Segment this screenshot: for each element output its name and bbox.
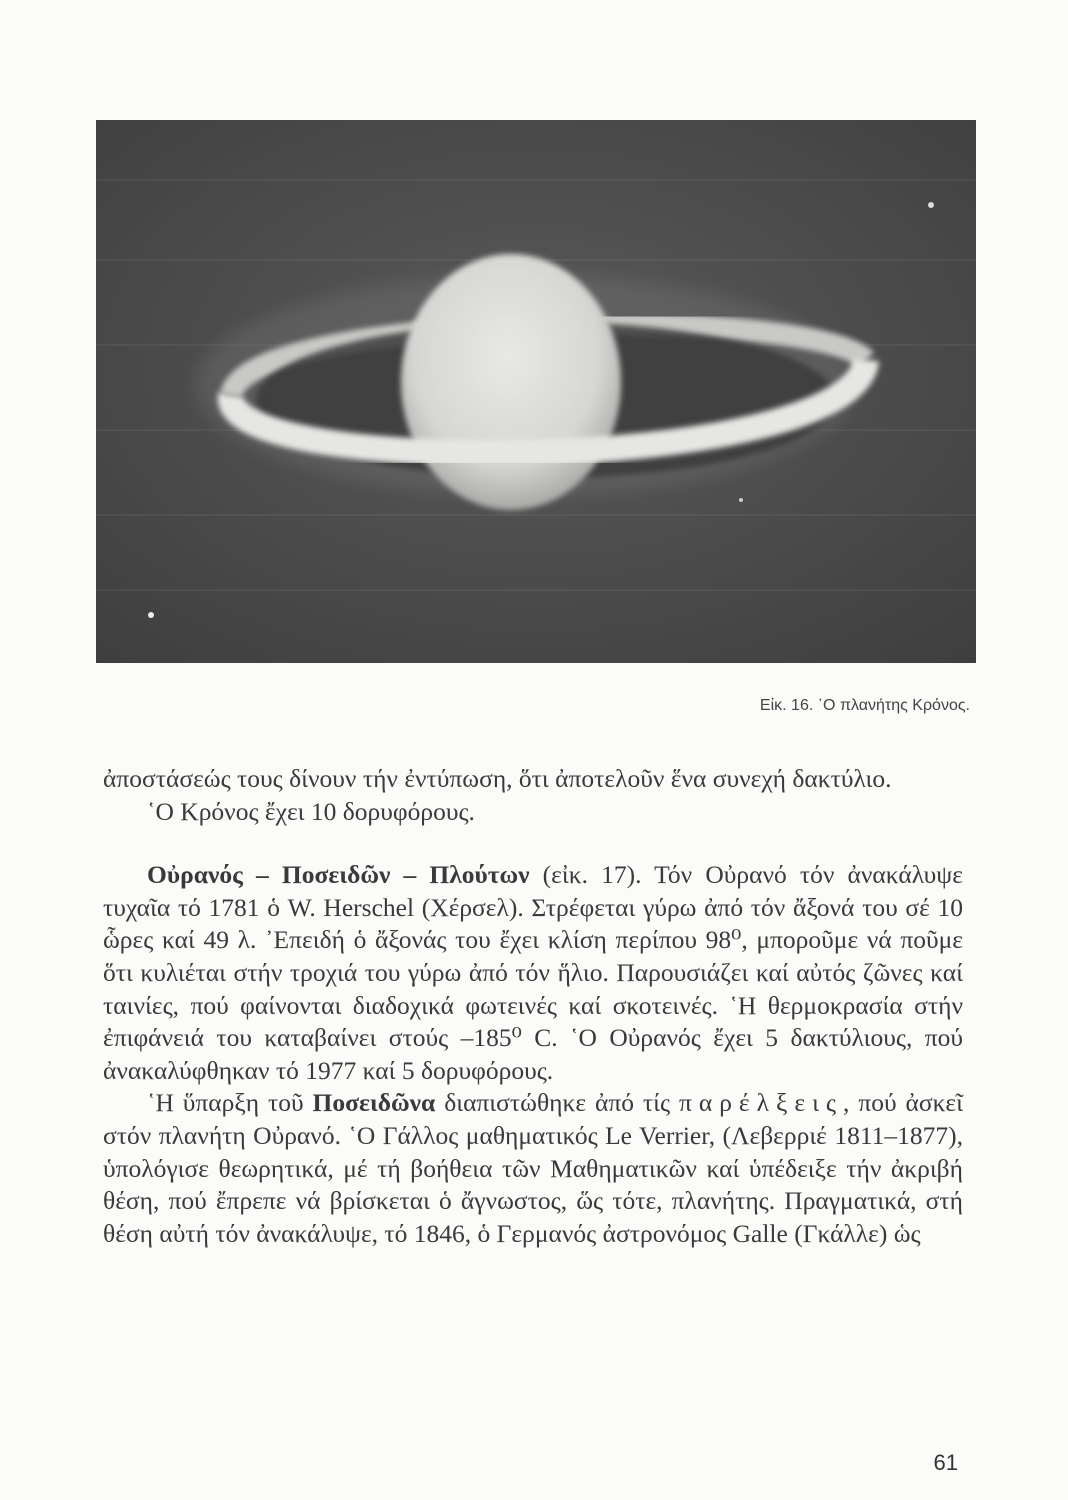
spaced-term: παρέλξεις <box>678 1088 844 1118</box>
figure-caption: Εἰκ. 16. ῾Ο πλανήτης Κρόνος. <box>759 697 970 714</box>
page-number: 61 <box>933 1450 958 1475</box>
saturn-illustration <box>96 120 976 663</box>
saturn-photo <box>96 120 976 663</box>
paragraph-4-post: , πού ἀσκεῖ στόν πλανήτη Οὐρανό. ῾Ο Γάλλος μαθηματικός Le Verrier, (Λεβερριέ 1811–1877), ὑπολόγισε θεωρητικά, μέ τή βοήθεια τῶν Μαθηματικῶν καί ὑπέδειξε τήν ἀκριβή θέση, πού ἔπρεπε νά βρίσκεται ὁ ἄγνωστος, ὥς τότε, πλανήτης. Πραγματικά, στή θέση αὐτή τόν ἀνακάλυψε, τό 1846, ὁ Γερμανός ἀστρονόμος Galle (Γκάλλε) ὡς <box>103 1088 964 1248</box>
paragraph-3 <box>103 859 963 1087</box>
paragraph-4 <box>103 1087 963 1250</box>
paragraph-4-mid: διαπιστώθηκε ἀπό τίς <box>435 1088 679 1118</box>
section-heading: Οὐρανός – Ποσειδῶν – Πλούτων <box>147 860 530 890</box>
paragraph-2: ῾Ο Κρόνος ἔχει 10 δορυφόρους. <box>147 796 475 826</box>
neptune-term: Ποσειδῶνα <box>312 1088 436 1118</box>
body-text <box>103 763 963 1250</box>
paragraph-3-body: (εἰκ. 17). Τόν Οὐρανό τόν ἀνακάλυψε τυχαῖα τό 1781 ὁ W. Herschel (Χέρσελ). Στρέφεται γύρω ἀπό τόν ἄξονά του σέ 10 ὧρες καί 49 λ. ᾿Επειδή ὁ ἄξονάς του ἔχει κλίση περίπου 98⁰, μποροῦμε νά ποῦμε ὅτι κυλιέται στήν τροχιά του γύρω ἀπό τόν ἥλιο. Παρουσιάζει καί αὐτός ζῶνες καί ταινίες, πού φαίνονται διαδοχικά φωτεινές καί σκοτεινές. ῾Η θερμοκρασία στήν ἐπιφάνειά του καταβαίνει στούς –185⁰ C. ῾Ο Οὐρανός ἔχει 5 δακτύλιους, πού ἀνακαλύφθηκαν τό 1977 καί 5 δορυφόρους. <box>103 860 963 1085</box>
paragraph-4-pre: ῾Η ὕπαρξη τοῦ <box>147 1088 313 1118</box>
paragraph-1: ἀποστάσεώς τους δίνουν τήν ἐντύπωση, ὅτι ἀποτελοῦν ἕνα συνεχή δακτύλιο. <box>103 764 892 793</box>
